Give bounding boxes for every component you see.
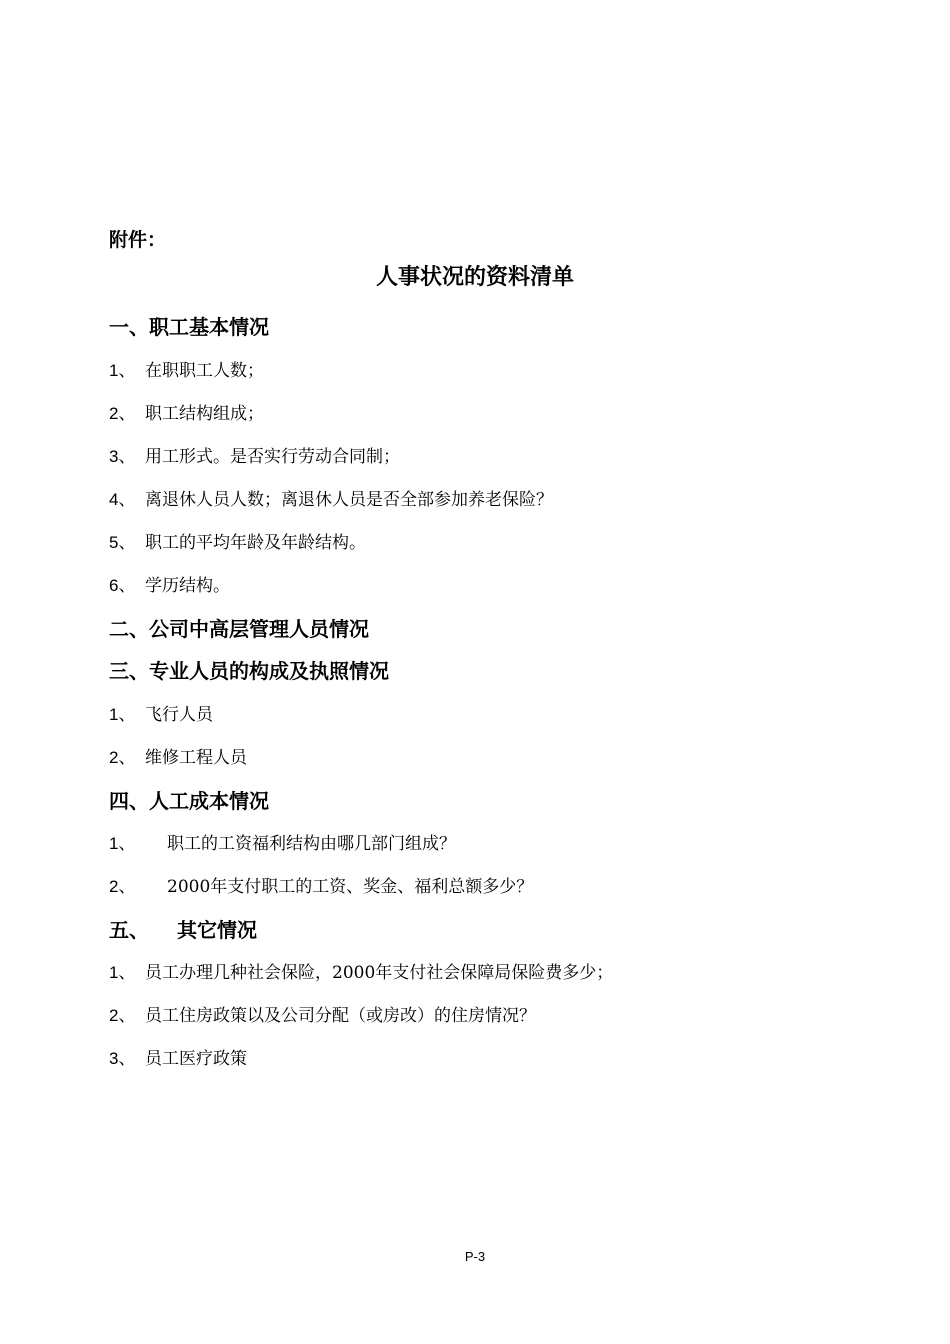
list-item	[109, 958, 613, 983]
list-item	[109, 743, 247, 768]
list-item	[109, 528, 366, 553]
item-text: 员工住房政策以及公司分配（或房改）的住房情况？	[145, 1006, 536, 1026]
item-number: 1、	[109, 963, 136, 982]
item-text: 员工医疗政策	[145, 1049, 247, 1069]
item-number: 1、	[109, 705, 136, 724]
section-number: 三、	[109, 659, 149, 683]
section-title: 专业人员的构成及执照情况	[149, 659, 389, 683]
item-text: 用工形式。是否实行劳动合同制；	[145, 447, 400, 467]
item-text: 维修工程人员	[145, 748, 247, 768]
item-text: 员工办理几种社会保险，2000年支付社会保障局保险费多少；	[145, 963, 614, 983]
item-number: 3、	[109, 447, 136, 466]
list-item	[109, 485, 553, 510]
section-title: 其它情况	[177, 918, 257, 942]
list-item	[109, 399, 264, 424]
item-text: 职工结构组成；	[145, 404, 264, 424]
page-number: P-3	[464, 1249, 486, 1264]
item-text: 职工的平均年龄及年龄结构。	[145, 533, 366, 553]
item-number: 5、	[109, 533, 136, 552]
item-number: 4、	[109, 490, 136, 509]
section-title: 职工基本情况	[149, 315, 269, 339]
section-number: 二、	[109, 617, 149, 641]
section-heading-3	[109, 655, 389, 684]
section-number: 一、	[109, 315, 149, 339]
item-number: 6、	[109, 576, 136, 595]
section-heading-5	[109, 914, 257, 943]
item-text: 在职职工人数；	[145, 361, 264, 381]
list-item	[109, 829, 456, 854]
section-number: 五、	[109, 918, 149, 942]
item-text: 2000年支付职工的工资、奖金、福利总额多少？	[167, 877, 534, 897]
list-item	[109, 571, 230, 596]
item-text: 职工的工资福利结构由哪几部门组成？	[167, 834, 456, 854]
item-text: 飞行人员	[145, 705, 213, 725]
item-number: 2、	[109, 1006, 136, 1025]
item-number: 3、	[109, 1049, 136, 1068]
section-heading-1	[109, 311, 269, 340]
item-text: 离退休人员人数；离退休人员是否全部参加养老保险？	[145, 490, 553, 510]
list-item	[109, 1001, 536, 1026]
list-item	[109, 700, 213, 725]
section-heading-4	[109, 785, 269, 814]
section-title: 公司中高层管理人员情况	[149, 617, 369, 641]
item-number: 1、	[109, 361, 136, 380]
list-item	[109, 1044, 247, 1069]
item-number: 2、	[109, 404, 136, 423]
section-title: 人工成本情况	[149, 789, 269, 813]
section-number: 四、	[109, 789, 149, 813]
section-heading-2	[109, 613, 369, 642]
item-number: 1、	[109, 834, 136, 853]
list-item	[109, 356, 264, 381]
attachment-label: 附件：	[109, 229, 167, 251]
list-item	[109, 872, 533, 897]
document-title: 人事状况的资料清单	[375, 265, 574, 290]
item-text: 学历结构。	[145, 576, 230, 596]
item-number: 2、	[109, 877, 136, 896]
item-number: 2、	[109, 748, 136, 767]
list-item	[109, 442, 400, 467]
